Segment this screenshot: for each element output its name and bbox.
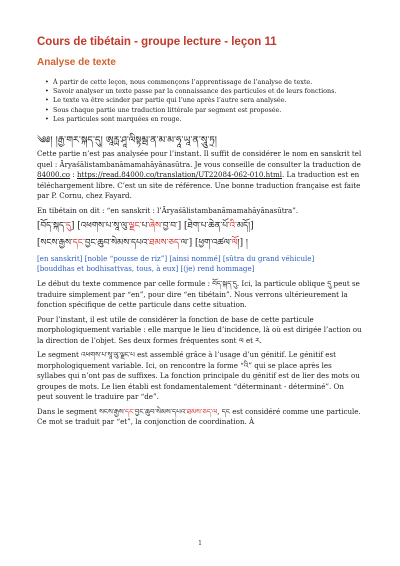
page-number: 1 (198, 540, 202, 547)
bullet-item: • Les particules sont marquées en rouge. (47, 115, 362, 124)
tibetan-segment: མདོ།] (236, 221, 254, 232)
intro-text: : (70, 170, 77, 180)
page-title: Cours de tibétain - groupe lecture - leçon 11 (37, 36, 277, 48)
intro-text: . La traduction est en téléchargement libre. C’est un site de référence. Une bonne traduction française est faite par P. Cornu, chez Fayard. (37, 170, 361, 201)
body-text: , (217, 406, 222, 416)
bullet-item: • Savoir analyser un texte passe par la connaissance des particules et de leurs fonctions. (47, 87, 362, 96)
tibetan-inline: ར (255, 335, 260, 345)
tibetan-inline: འི (243, 360, 249, 370)
body-text: et (243, 335, 256, 345)
intro-paragraph (37, 149, 362, 202)
translation-url-link[interactable]: https://read.84000.co/translation/UT22084-062-010.html (76, 170, 283, 180)
body-paragraph (37, 407, 362, 428)
tibetan-inline: བྱང་ཆུབ་སེམས་དཔའ་ (134, 406, 187, 416)
tibetan-inline: བོད་སྐད་དུ (212, 279, 237, 289)
body-text: . (259, 335, 262, 345)
tibetan-segment-line-2 (37, 237, 362, 250)
tibetan-segment: ] [འཕགས་པ་སཱ་ལུ་ (70, 221, 129, 232)
tibetan-segment: [སངས་རྒྱས་ (37, 238, 73, 249)
tibetan-inline: སངས་རྒྱས་ (99, 406, 126, 416)
tibetan-title-line: ༄༅། །རྒྱ་གར་སྐད་དུ། ཨཱརྻ་ཤཱ་ལིསྟམྦ་ན་མ་མ་ཧཱ་ཡཱ་ན་སཱུ་ཏྲ། (37, 135, 217, 147)
tibetan-inline: འཕགས་པ་སཱ་ལུ་ལྗང་པ (81, 350, 135, 360)
literal-translation-gloss (37, 254, 362, 274)
particle: དུ (65, 221, 71, 232)
particle: ཐམས་ཅད་ (186, 406, 213, 416)
bullet-item: • Le texte va être scinder par partie qui l’une après l’autre sera analysée. (47, 96, 362, 105)
body-text: est considéré comme une particule. Ce mot se traduit par “et”, la conjonction de coordination. À (37, 406, 361, 427)
gloss-line: [en sanskrit] [noble “pousse de riz”] [ainsi nommé] [sûtra du grand véhicule] (37, 254, 315, 264)
body-paragraph (37, 315, 362, 347)
tibetan-inline: དང (221, 406, 230, 416)
tibetan-inline: ལ (238, 335, 244, 345)
tibetan-segment: ་བྱ་བ་] [ཐེག་པ་ཆེན་པོ་ (160, 221, 230, 232)
particle: ཞེས (148, 221, 161, 232)
particle: ཐམས་ཅད་ (149, 238, 181, 249)
tibetan-segment: བྱང་ཆུབ་སེམས་དཔའ་ (84, 238, 150, 249)
body-text: Pour l’instant, il est utile de considérer la fonction de base de cette particule morphologiquement variable : elle marque le lieu d’incidence, là où est dirigée l’action ou la direction de l’objet. Ses deux formes fréquentes sont (37, 314, 362, 345)
particle: དང་ (72, 238, 85, 249)
tibetan-segment-line-1 (37, 220, 362, 233)
body-text: Dans le segment (37, 406, 100, 416)
particle: འི་ (229, 221, 237, 232)
84000-link[interactable]: 84000.co (37, 170, 71, 180)
particle: དང་ (125, 406, 135, 416)
bullet-item: • À partir de cette leçon, nous commençons l’apprentissage de l’analyse de texte. (47, 78, 362, 87)
tibetan-segment: པ་ (141, 221, 149, 232)
bullet-item: • Sous chaque partie une traduction littérale par segment est proposée. (47, 106, 362, 115)
body-paragraph (37, 350, 362, 403)
tibetan-segment: །] ། (237, 238, 248, 249)
gloss-line: [bouddhas et bodhisattvas, tous, à eux] [(je) rend hommage] (37, 264, 255, 274)
body-text: Le début du texte commence par celle formule : (37, 279, 213, 289)
tibetan-inline: དུ (327, 279, 332, 289)
body-text: peut se traduire simplement par “en”, pour dire “en tibétain”. Nous verrons ultérieurement la fonction spécifique de cette particule dans cette situation. (37, 279, 360, 310)
body-paragraph (37, 279, 362, 311)
body-text: ” qui se place après les syllabes qui n’ont pas de suffixes. La fonction principale du génitif est de lier des mots ou groupes de mots. Le lien établi est fondamentalement “déterminant - déterminé”. On peut souvent le traduire par “de”. (37, 360, 360, 402)
particle: ལྗང་ (128, 221, 142, 232)
body-text: Le segment (37, 350, 82, 360)
section-heading: Analyse de texte (37, 57, 116, 68)
tibetan-segment: [བོད་སྐད་ (37, 221, 66, 232)
body-text: . Ici, la particule oblique (236, 279, 328, 289)
intro-text: Cette partie n’est pas analysée pour l’instant. Il suffit de considérer le nom en sanskrit tel quel : Āryaśālistambanāmamahāyānasūtra. Je vous conseille de consulter la traduction de (37, 149, 362, 169)
intro-bullet-list (37, 78, 362, 124)
tibetan-segment: ལ་] [ཕྱག་འཚལ་ (180, 238, 232, 249)
body-text: est assemblé grâce à l’usage d’un génitif. Le génitif est morphologiquement variable. Ici, on rencontre la forme “ (37, 350, 336, 370)
particle: ལོ (231, 238, 238, 249)
intro-paragraph-2: En tibétain on dit : “en sanskrit : l’Āryaśālistambanāmamahāyānasūtra”. (37, 205, 299, 215)
particle: ལ (212, 406, 218, 416)
